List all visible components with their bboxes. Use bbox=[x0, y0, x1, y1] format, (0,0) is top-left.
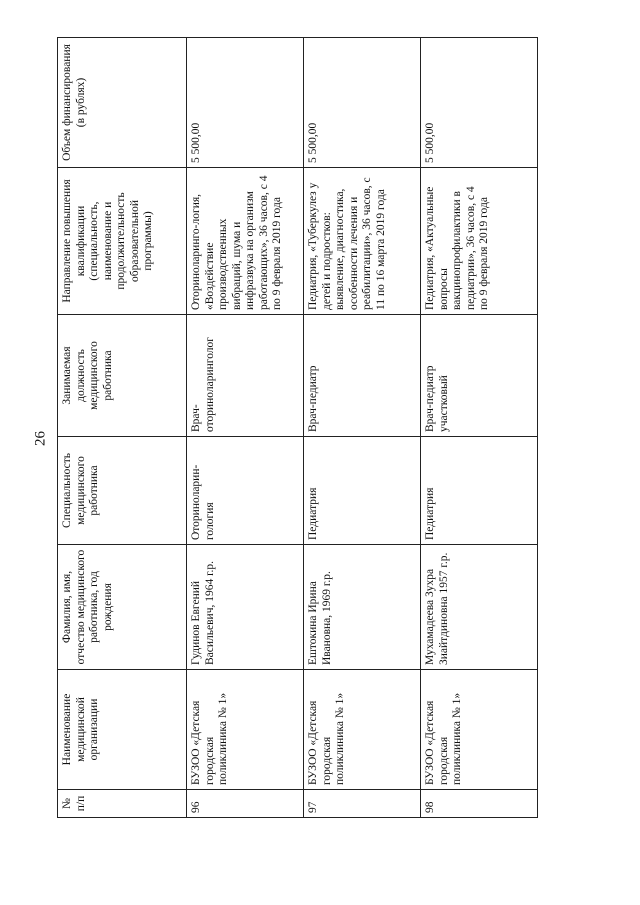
row-position: Врач-педиатр участковый bbox=[421, 315, 538, 437]
header-specialty: Специальность медицинского работника bbox=[58, 437, 187, 545]
table-header-row bbox=[58, 38, 187, 818]
header-full-name: Фамилия, имя, отчество медицинского работника, год рождения bbox=[58, 545, 187, 670]
row-funding: 5 500,00 bbox=[187, 38, 304, 168]
row-full-name: Ештокина Ирина Ивановна, 1969 г.р. bbox=[304, 545, 421, 670]
header-number: № п/п bbox=[58, 790, 187, 818]
header-organization: Наименование медицинской организации bbox=[58, 670, 187, 790]
row-number: 96 bbox=[187, 790, 304, 818]
row-number: 98 bbox=[421, 790, 538, 818]
row-full-name: Гудинов Евгений Васильевич, 1964 г.р. bbox=[187, 545, 304, 670]
row-specialty: Педиатрия bbox=[421, 437, 538, 545]
row-organization: БУЗОО «Детская городская поликлиника № 1» bbox=[421, 670, 538, 790]
row-number: 97 bbox=[304, 790, 421, 818]
row-position: Врач-педиатр bbox=[304, 315, 421, 437]
row-position: Врач-оториноларинголог bbox=[187, 315, 304, 437]
table-row bbox=[304, 38, 421, 818]
table-row bbox=[421, 38, 538, 818]
table-wrapper bbox=[57, 38, 537, 818]
row-funding: 5 500,00 bbox=[421, 38, 538, 168]
row-organization: БУЗОО «Детская городская поликлиника № 1» bbox=[187, 670, 304, 790]
row-program: Педиатрия, «Актуальные вопросы вакцинопрофилактики в педиатрии», 36 часов, с 4 по 9 февраля 2019 года bbox=[421, 168, 538, 315]
header-program: Направление повышения квалификации (специальность, наименование и продолжительность образовательной программы) bbox=[58, 168, 187, 315]
rotated-page-content bbox=[57, 38, 537, 818]
row-specialty: Педиатрия bbox=[304, 437, 421, 545]
training-table bbox=[57, 37, 538, 818]
row-organization: БУЗОО «Детская городская поликлиника № 1» bbox=[304, 670, 421, 790]
table-row bbox=[187, 38, 304, 818]
row-full-name: Мухамадеева Зухра Зиайтдиновна 1957 г.р. bbox=[421, 545, 538, 670]
header-funding: Объем финансирования (в рублях) bbox=[58, 38, 187, 168]
row-program: Педиатрия, «Туберкулез у детей и подростков: выявление, диагностика, особенности лечения и реабилитации», 36 часов, с 11 по 16 марта 2019 года bbox=[304, 168, 421, 315]
page-number: 26 bbox=[32, 431, 49, 446]
row-program: Оториноларинго-логия, «Воздействие производственных вибраций, шума и инфразвука на организм работающих», 36 часов, с 4 по 9 февраля 2019 года bbox=[187, 168, 304, 315]
row-specialty: Оториноларин-гология bbox=[187, 437, 304, 545]
header-position: Занимаемая должность медицинского работника bbox=[58, 315, 187, 437]
row-funding: 5 500,00 bbox=[304, 38, 421, 168]
